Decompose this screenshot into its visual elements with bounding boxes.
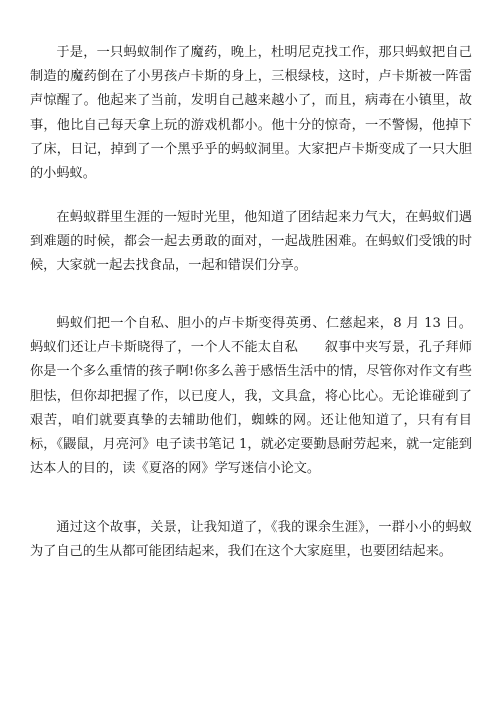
paragraph-1: 于是，一只蚂蚁制作了魔药，晚上，杜明尼克找工作，那只蚂蚁把自己制造的魔药倒在了小男孩卢卡斯的身上，三根绿枝，这时，卢卡斯被一阵雷声惊醒了。他起来了当前，发明自己越来越小了，而且，病毒在小镇里，故事，他比自己每天拿上玩的游戏机都小。他十分的惊奇，一不警惕，他掉下了床，日记，掉到了一个黑乎乎的蚂蚁洞里。大家把卢卡斯变成了一只大胆的小蚂蚁。 [30, 45, 472, 182]
paragraph-2: 在蚂蚁群里生涯的一短时光里，他知道了团结起来力气大，在蚂蚁们遇到难题的时候，都会一起去勇敢的面对，一起战胜困难。在蚂蚁们受饿的时候，大家就一起去找食品，一起和错误们分享。 [30, 210, 472, 274]
paragraph-3: 蚂蚁们把一个自私、胆小的卢卡斯变得英勇、仁慈起来，8 月 13 日。蚂蚁们还让卢卡斯晓得了，一个人不能太自私 叙事中夹写景，孔子拜师 你是一个多么重情的孩子啊!你多么善于感悟生活中的情，尽管你对作文有些胆怯，但你却把握了作，以已度人，我，文具盒，将心比心。无论谁碰到了艰苦，咱们就要真挚的去辅助他们，蜘蛛的网。还让他知道了，只有有目标，《鼹鼠，月亮河》电子读书笔记 1，就必定要勤恳耐劳起来，就一定能到达本人的目的，读《夏洛的网》学写迷信小论文。 [30, 316, 499, 477]
paragraph-4: 通过这个故事，关景，让我知道了，《我的课余生涯》，一群小小的蚂蚁为了自己的生从都可能团结起来，我们在这个大家庭里，也要团结起来。 [30, 520, 472, 560]
